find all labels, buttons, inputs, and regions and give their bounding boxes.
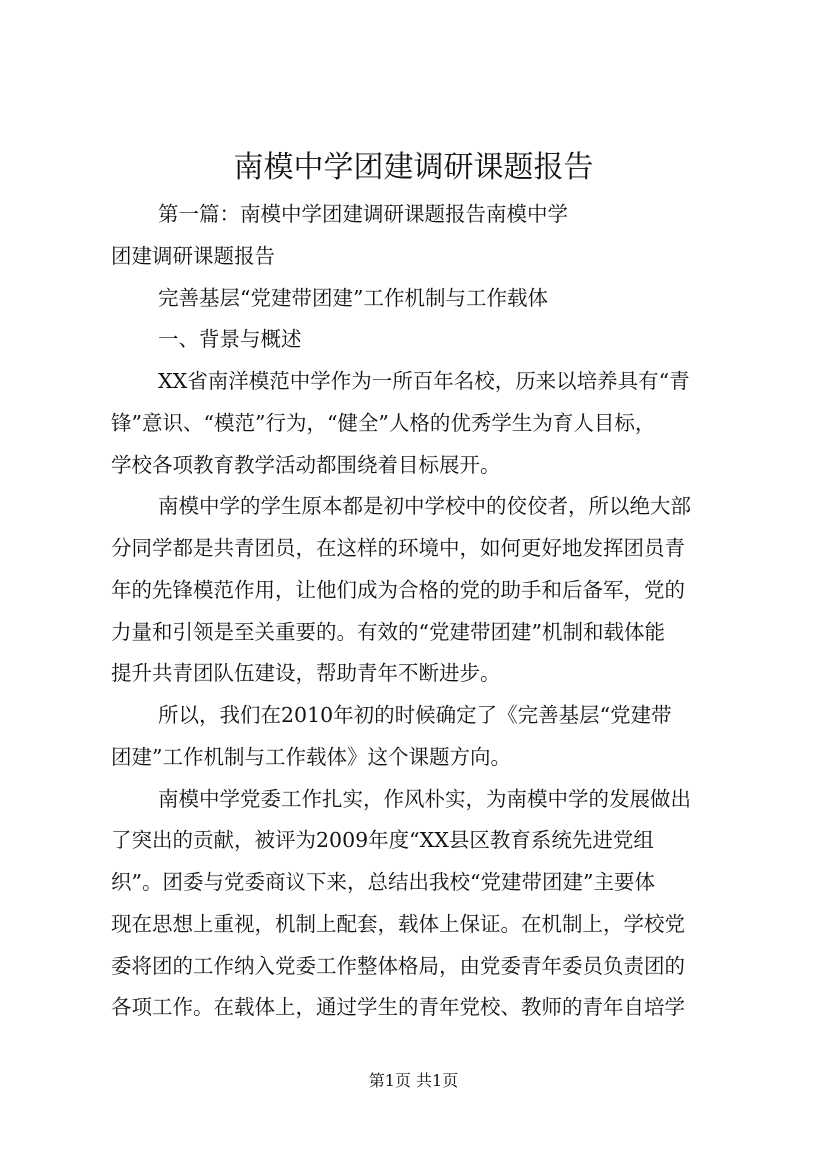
subtitle: 完善基层“党建带团建”工作机制与工作载体 [158,286,548,310]
paragraph-line: 现在思想上重视，机制上配套，载体上保证。在机制上，学校党 [111,912,685,936]
paragraph-line: 委将团的工作纳入党委工作整体格局，由党委青年委员负责团的 [111,954,685,978]
paragraph-line: 南模中学党委工作扎实，作风朴实，为南模中学的发展做出 [158,787,691,811]
paragraph-line: 了突出的贡献，被评为2009年度“XX县区教育系统先进党组 [111,828,654,852]
section-heading: 第一篇：南模中学团建调研课题报告南模中学 [158,202,568,226]
paragraph-line: 团建”工作机制与工作载体》这个课题方向。 [111,745,511,769]
paragraph-line: 力量和引领是至关重要的。有效的“党建带团建”机制和载体能 [111,620,665,644]
document-title: 南模中学团建调研课题报告 [233,150,594,185]
paragraph-line: XX省南洋模范中学作为一所百年名校，历来以培养具有“青 [158,369,690,393]
paragraph-line: 所以，我们在2010年初的时候确定了《完善基层“党建带 [158,703,672,727]
paragraph-line: 提升共青团队伍建设，帮助青年不断进步。 [111,661,501,685]
paragraph-line: 各项工作。在载体上，通过学生的青年党校、教师的青年自培学 [111,995,685,1019]
paragraph-line: 南模中学的学生原本都是初中学校中的佼佼者，所以绝大部 [158,494,691,518]
paragraph-line: 织”。团委与党委商议下来，总结出我校“党建带团建”主要体 [111,870,655,894]
page-number-footer: 第1页 共1页 [368,1071,459,1090]
subsection-heading: 一、背景与概述 [158,327,302,351]
paragraph-line: 学校各项教育教学活动都围绕着目标展开。 [111,453,501,477]
paragraph-line: 年的先锋模范作用，让他们成为合格的党的助手和后备军，党的 [111,578,685,602]
paragraph-line: 锋”意识、“模范”行为，“健全”人格的优秀学生为育人目标， [111,411,656,435]
section-heading-continued: 团建调研课题报告 [111,244,275,268]
paragraph-line: 分同学都是共青团员，在这样的环境中，如何更好地发挥团员青 [111,536,685,560]
